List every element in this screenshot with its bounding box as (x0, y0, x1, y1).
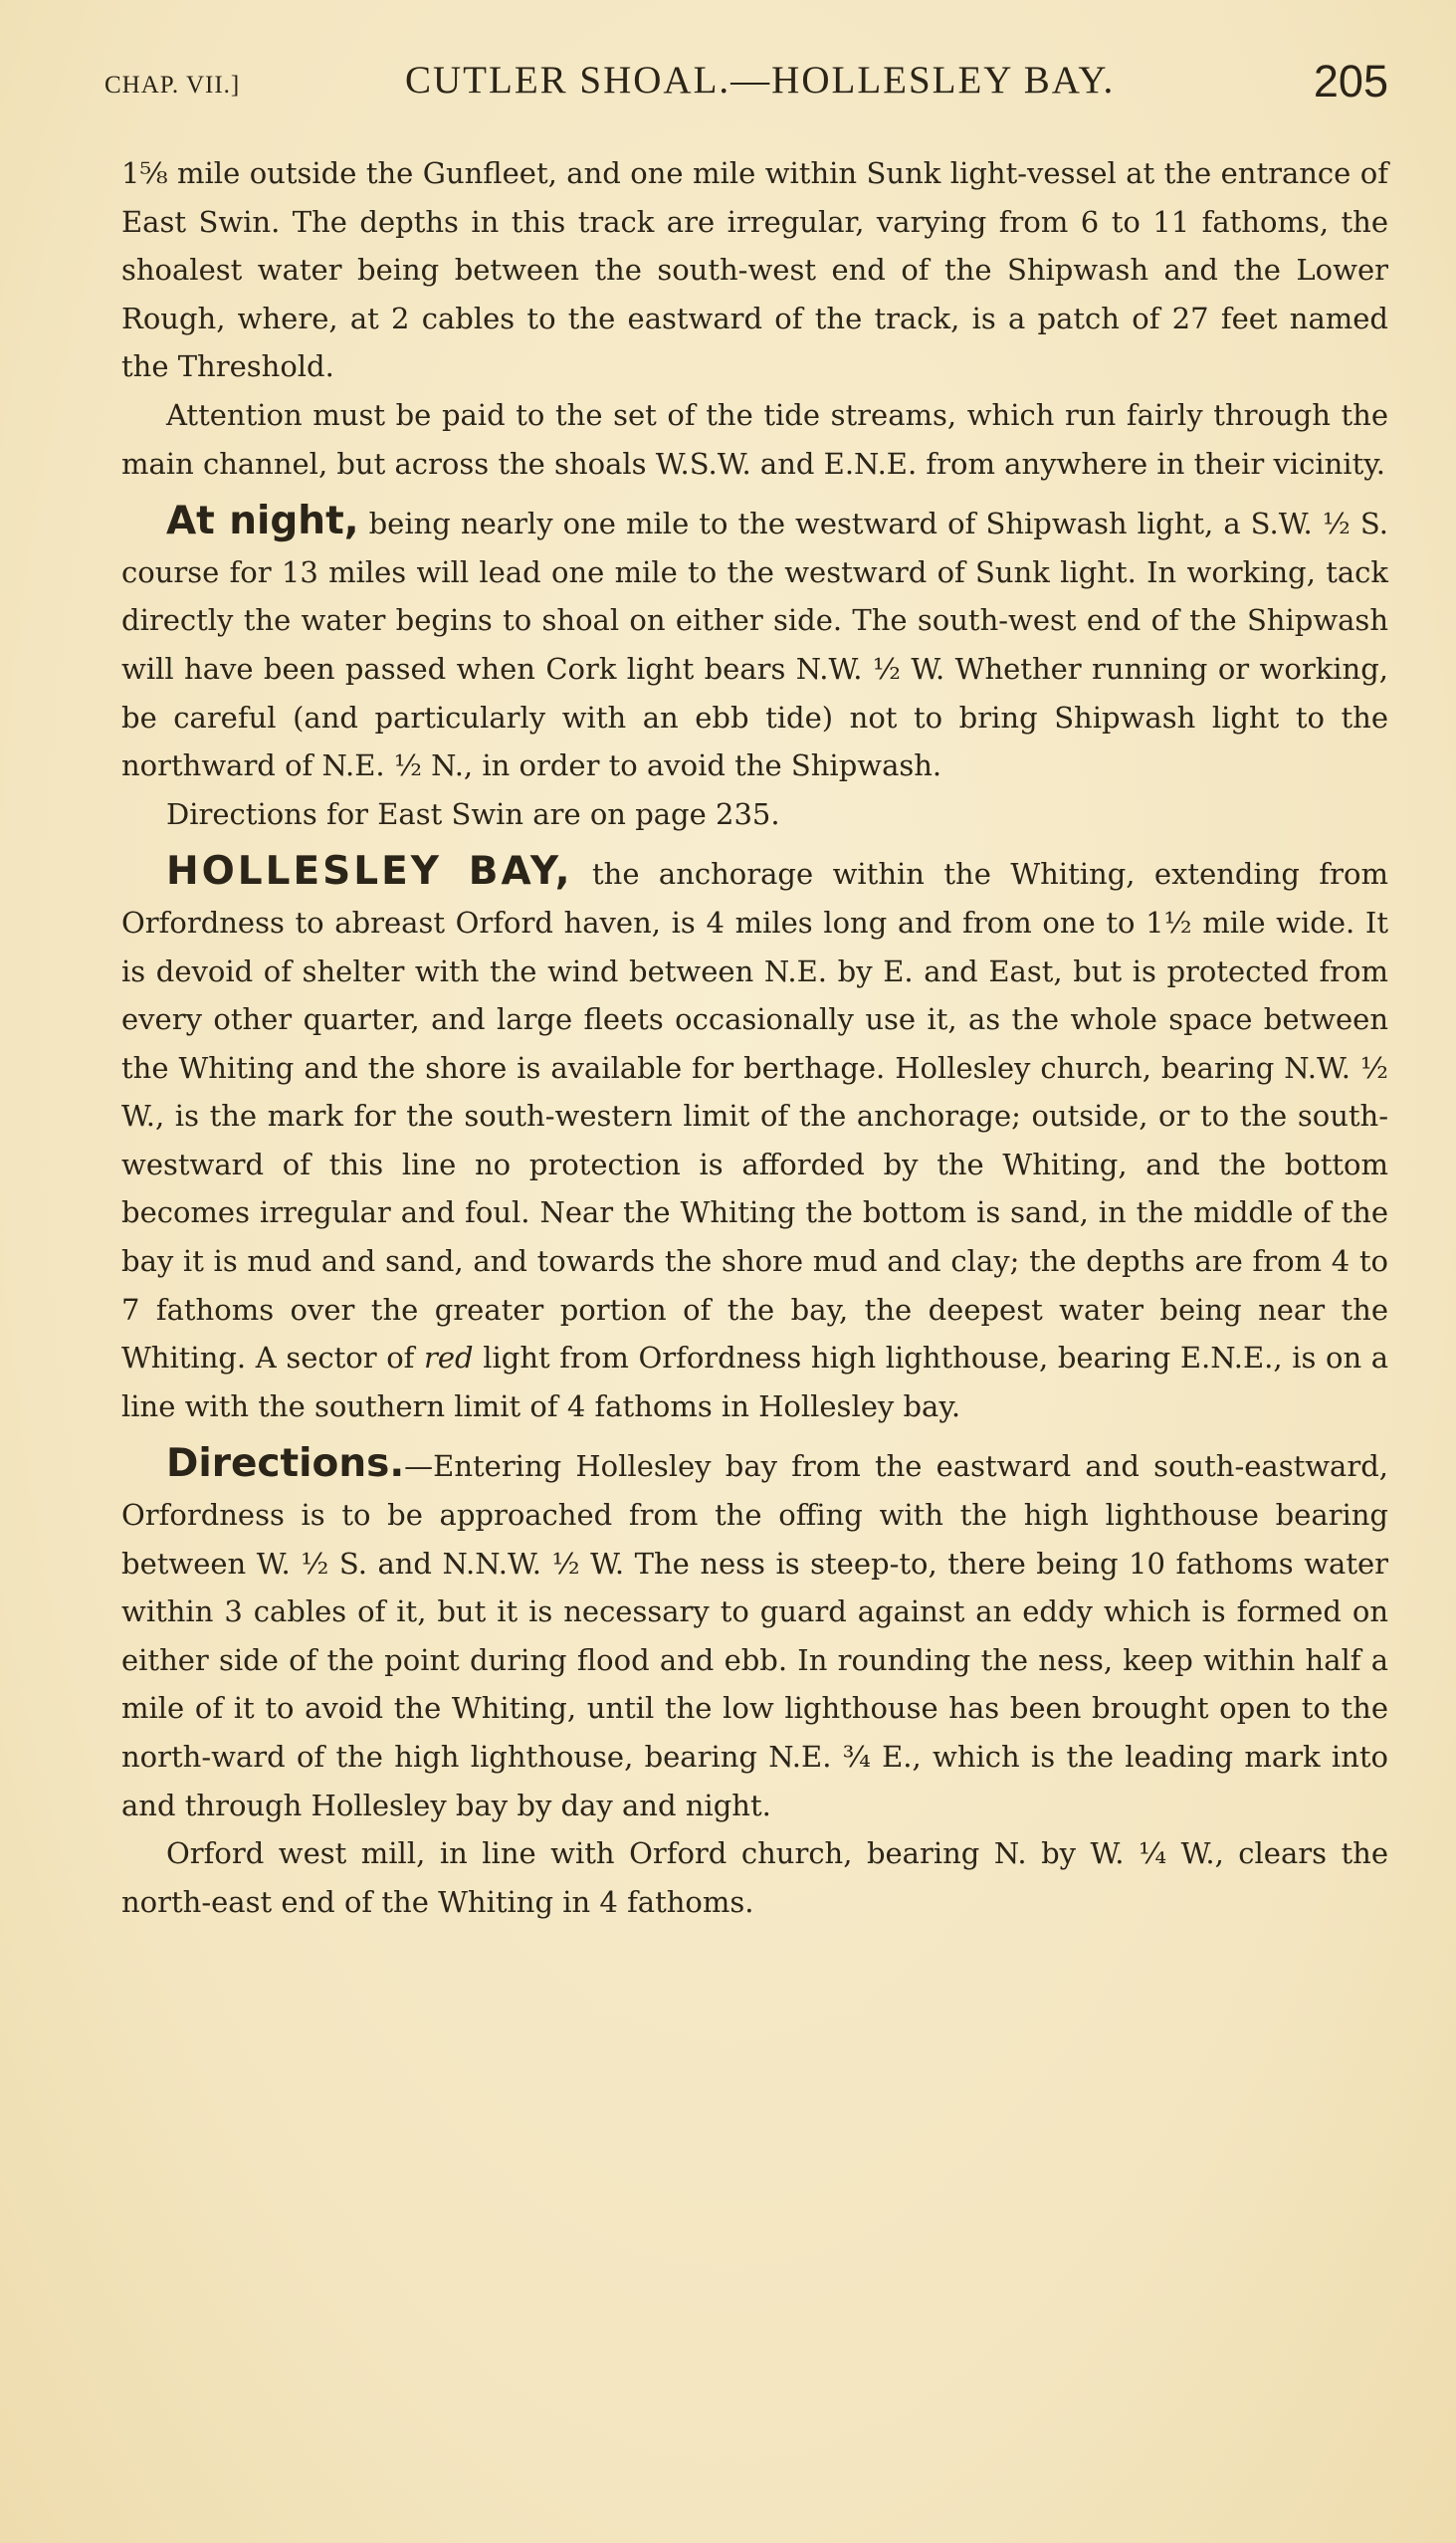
paragraph-continuation (121, 149, 1388, 391)
body-text (121, 149, 1388, 1926)
paragraph-text: the anchorage within the Whiting, extending from Orfordness to abreast Orford haven, is 4 miles long and from one to 1½ mile wide. It is devoid of shelter with the wind between N.E. by E. and East, but is protected from every other quarter, and large fleets occasionally use it, as the whole space between the Whiting and the shore is available for berthage. Hollesley church, bearing N.W. ½ W., is the mark for the south-western limit of the anchorage; outside, or to the south-westward of this line no protection is afforded by the Whiting, and the bottom becomes irregular and foul. Near the Whiting the bottom is sand, in the middle of the bay it is mud and sand, and towards the shore mud and clay; the depths are from 4 to 7 fathoms over the greater portion of the bay, the deepest water being near the Whiting. A sector of (121, 857, 1388, 1376)
paragraph-text: 1⅝ mile outside the Gunfleet, and one mile within Sunk light-vessel at the entrance of East Swin. The depths in this track are irregular, varying from 6 to 11 fathoms, the shoalest water being between the south-west end of the Shipwash and the Lower Rough, where, at 2 cables to the eastward of the track, is a patch of 27 feet named the Threshold. (121, 156, 1388, 384)
paragraph-orford-mill (121, 1829, 1388, 1926)
paragraph-at-night (121, 498, 1388, 790)
paragraph-text: being nearly one mile to the westward of Shipwash light, a S.W. ½ S. course for 13 miles will lead one mile to the westward of Sunk light. In working, tack directly the water begins to shoal on either side. The south-west end of the Shipwash will have been passed when Cork light bears N.W. ½ W. Whether running or working, be careful (and particularly with an ebb tide) not to bring Shipwash light to the northward of N.E. ½ N., in order to avoid the Shipwash. (121, 507, 1388, 783)
paragraph-text: Attention must be paid to the set of the tide streams, which run fairly through the main channel, but across the shoals W.S.W. and E.N.E. from anywhere in their vicinity. (121, 397, 1388, 481)
paragraph-hollesley-bay (121, 848, 1388, 1430)
paragraph-heading: At night, (166, 499, 359, 544)
paragraph-text: Orford west mill, in line with Orford church, bearing N. by W. ¼ W., clears the north-east end of the Whiting in 4 fathoms. (121, 1836, 1388, 1919)
page-title: CUTLER SHOAL.—HOLLESLEY BAY. (405, 59, 1116, 102)
italic-word: red (424, 1341, 474, 1376)
paragraph-tide-streams (121, 391, 1388, 488)
paragraph-text: Directions for East Swin are on page 235. (166, 796, 780, 831)
paragraph-heading: Directions. (166, 1441, 405, 1487)
paragraph-directions (121, 1440, 1388, 1829)
chapter-label: CHAP. VII.] (104, 72, 241, 99)
paragraph-heading: HOLLESLEY BAY, (166, 849, 573, 895)
paragraph-text: light from Orfordness high lighthouse, bearing E.N.E., is on a line with the southern limit of 4 fathoms in Hollesley bay. (121, 1341, 1389, 1423)
page-number: 205 (1313, 56, 1388, 106)
paragraph-text: —Entering Hollesley bay from the eastward and south-eastward, Orfordness is to be approached from the offing with the high lighthouse bearing between W. ½ S. and N.N.W. ½ W. The ness is steep-to, there being 10 fathoms water within 3 cables of it, but it is necessary to guard against an eddy which is formed on either side of the point during flood and ebb. In rounding the ness, keep within half a mile of it to avoid the Whiting, until the low lighthouse has been brought open to the north-ward of the high lighthouse, bearing N.E. ¾ E., which is the leading mark into and through Hollesley bay by day and night. (121, 1449, 1388, 1822)
paragraph-east-swin-ref (121, 790, 1388, 839)
running-header (104, 58, 1388, 117)
